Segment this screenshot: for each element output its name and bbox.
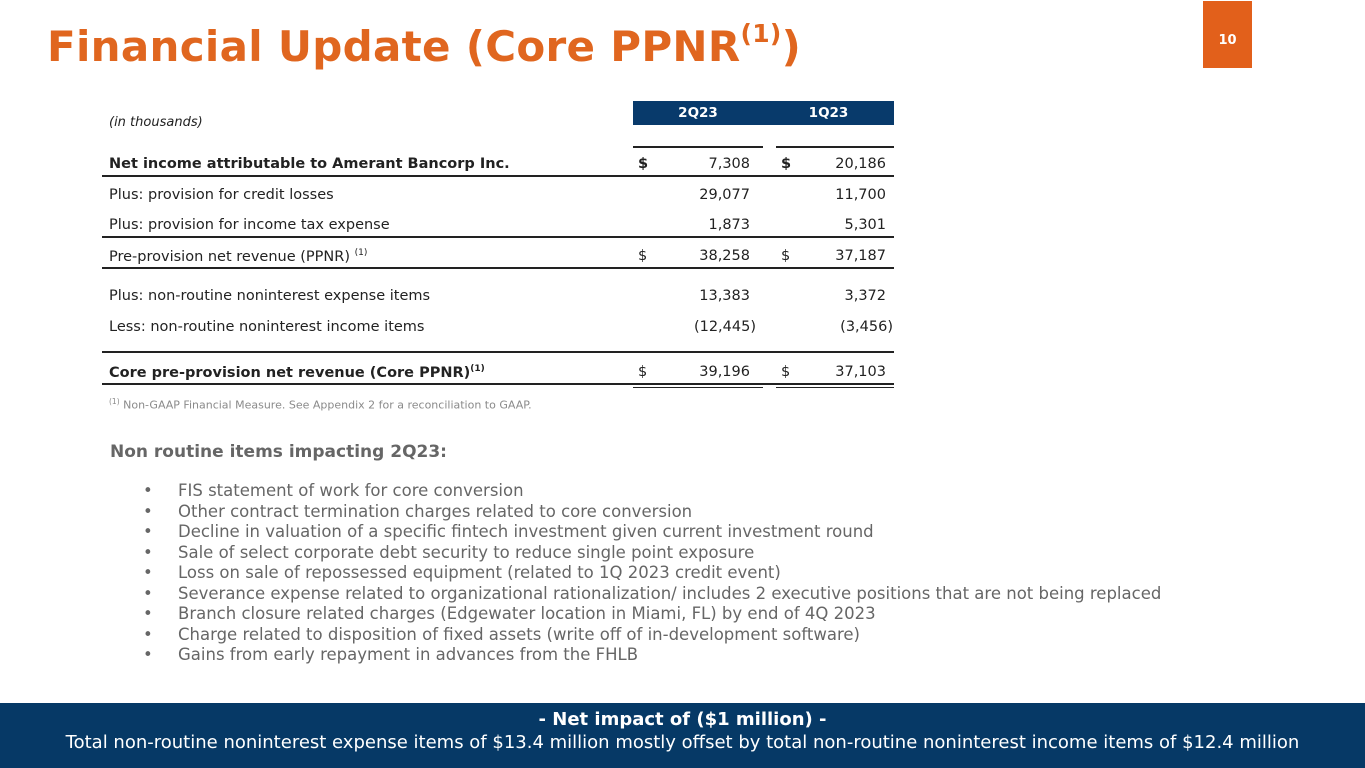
value-2q23: (12,445): [693, 319, 756, 335]
page-title: Financial Update (Core PPNR$^{(1)}$): [47, 19, 802, 71]
divider: [102, 236, 894, 238]
value-1q23: 20,186: [835, 156, 886, 172]
divider: [633, 146, 763, 148]
value-1q23: 5,301: [844, 217, 886, 233]
currency-symbol: $: [638, 364, 648, 380]
list-item: • Gains from early repayment in advances from the FHLB: [143, 645, 639, 664]
value-2q23: 13,383: [699, 288, 750, 304]
table-row: [102, 282, 894, 312]
list-item: • FIS statement of work for core conversion: [143, 481, 524, 500]
bullet-icon: •: [143, 583, 153, 603]
footnote: $^{(1)}$ Non-GAAP Financial Measure. See Appendix 2 for a reconciliation to GAAP.: [109, 397, 532, 412]
table-row: [102, 181, 894, 211]
list-item: • Sale of select corporate debt security to reduce single point exposure: [143, 542, 755, 562]
list-item: • Charge related to disposition of fixed assets (write off of in-development software): [143, 624, 860, 644]
banner-text: Total non-routine noninterest expense items of $13.4 million mostly offset by total non-routine noninterest income items of $12.4 million: [65, 732, 1300, 753]
bullet-icon: •: [143, 624, 153, 644]
banner-headline: - Net impact of ($1 million) -: [538, 709, 827, 730]
currency-symbol: $: [781, 156, 792, 172]
currency-symbol: $: [638, 156, 649, 172]
divider: [776, 146, 894, 148]
currency-symbol: $: [781, 364, 791, 380]
summary-banner: [0, 703, 1365, 768]
list-item: • Other contract termination charges related to core conversion: [143, 501, 693, 521]
divider: [776, 387, 894, 388]
value-1q23: 37,103: [835, 364, 886, 380]
value-1q23: 37,187: [835, 248, 886, 264]
value-2q23: 39,196: [699, 364, 750, 380]
bullet-icon: •: [143, 563, 153, 582]
table-row: [102, 313, 894, 343]
divider: [102, 267, 894, 269]
section-heading: Non routine items impacting 2Q23:: [110, 442, 447, 462]
non-routine-list: [143, 481, 1161, 666]
title-superscript: (1): [740, 19, 782, 48]
list-item: • Decline in valuation of a specific fintech investment given current investment round: [143, 522, 874, 541]
list-item: • Branch closure related charges (Edgewater location in Miami, FL) by end of 4Q 2023: [143, 604, 876, 623]
bullet-icon: •: [143, 542, 153, 562]
row-label: Plus: provision for income tax expense: [109, 217, 390, 233]
row-label: Less: non-routine noninterest income items: [109, 319, 425, 335]
currency-symbol: $: [781, 248, 791, 264]
bullet-icon: •: [143, 481, 153, 500]
bullet-icon: •: [143, 604, 153, 623]
divider: [102, 175, 894, 177]
currency-symbol: $: [638, 248, 648, 264]
bullet-icon: •: [143, 645, 153, 664]
row-label: Plus: non-routine noninterest expense items: [109, 288, 431, 304]
column-header-2q23: 2Q23: [633, 101, 763, 125]
value-1q23: 11,700: [835, 187, 886, 203]
value-2q23: 38,258: [699, 248, 750, 264]
value-2q23: 7,308: [708, 156, 750, 172]
row-label: Pre-provision net revenue (PPNR) $^{(1)}$: [109, 248, 368, 265]
list-item: • Loss on sale of repossessed equipment (related to 1Q 2023 credit event): [143, 563, 781, 582]
value-1q23: (3,456): [840, 319, 893, 335]
footnote-marker: (1): [109, 397, 120, 406]
value-2q23: 29,077: [699, 187, 750, 203]
row-label: Core pre-provision net revenue (Core PPNR)$^{(1)}$: [109, 364, 485, 381]
column-header-1q23: 1Q23: [763, 101, 894, 125]
footnote-marker: (1): [354, 248, 368, 258]
bullet-icon: •: [143, 501, 153, 521]
divider: [102, 383, 894, 385]
value-2q23: 1,873: [708, 217, 750, 233]
value-1q23: 3,372: [844, 288, 886, 304]
row-label: Net income attributable to Amerant Bancorp Inc.: [109, 156, 510, 172]
bullet-icon: •: [143, 522, 153, 541]
divider: [102, 351, 894, 353]
row-label: Plus: provision for credit losses: [109, 187, 334, 203]
list-item: • Severance expense related to organizational rationalization/ includes 2 executive positions that are not being replaced: [143, 583, 1162, 603]
footnote-marker: (1): [470, 364, 485, 374]
units-label: (in thousands): [109, 115, 203, 130]
page-number: 10: [1203, 1, 1252, 68]
divider: [633, 387, 763, 388]
